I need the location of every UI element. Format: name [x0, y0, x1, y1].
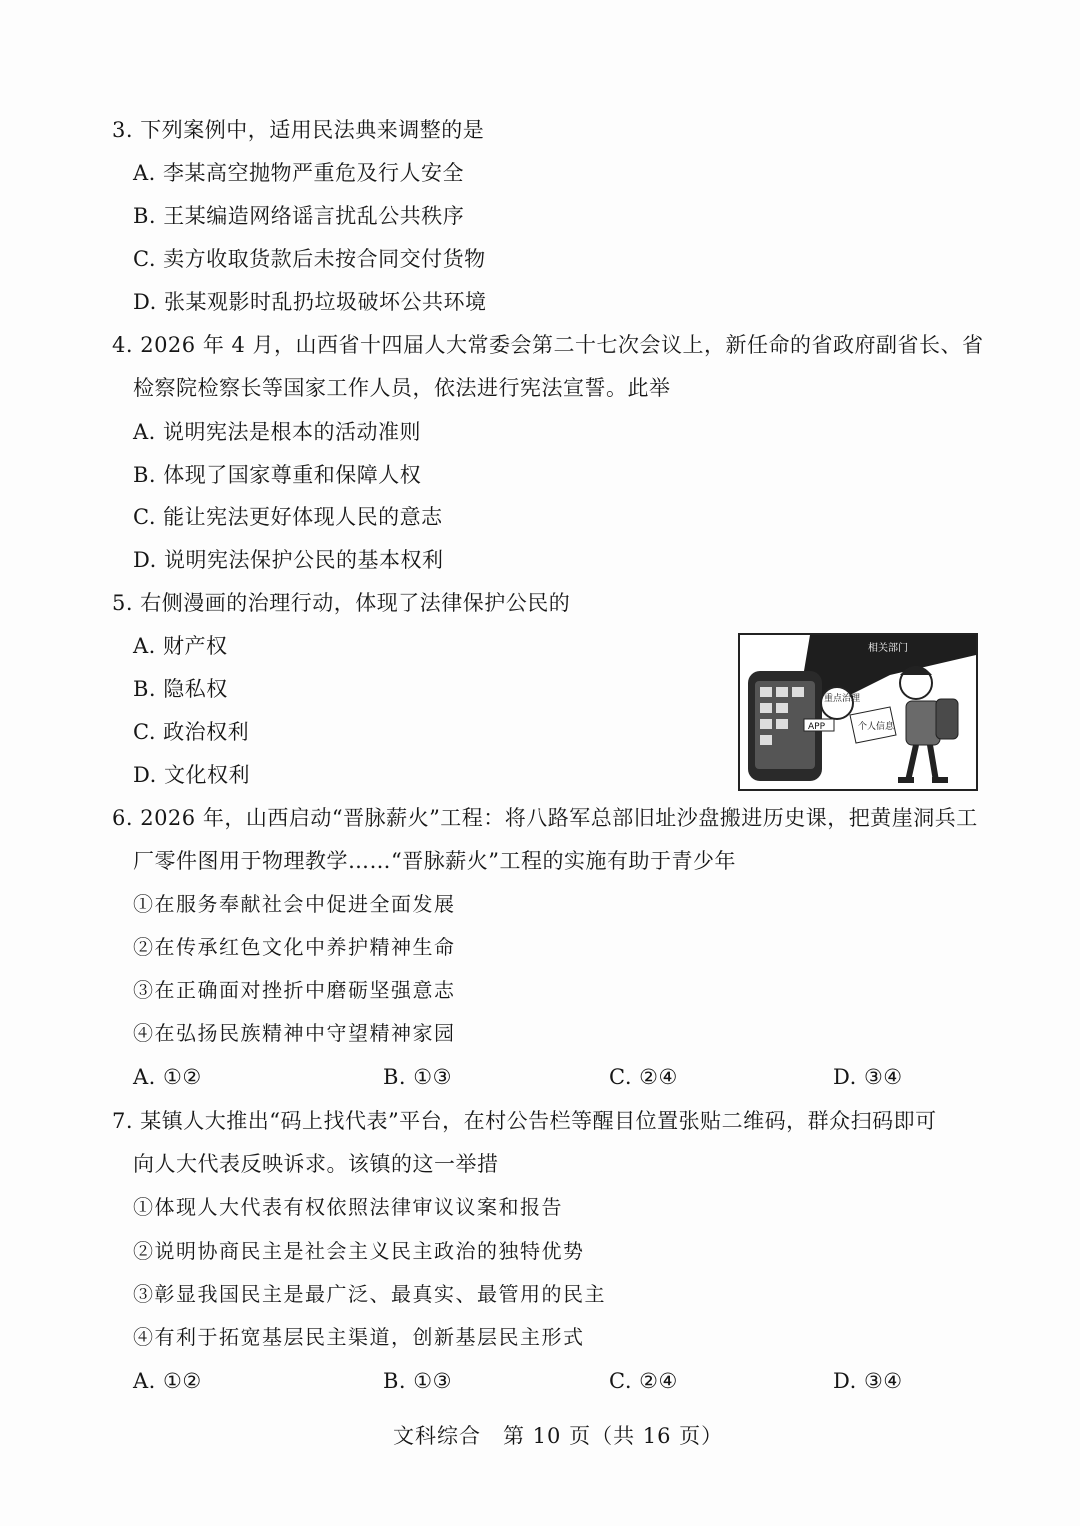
q5-option-a: A. 财产权 — [133, 634, 228, 658]
q3-option-c: C. 卖方收取货款后未按合同交付货物 — [133, 247, 486, 271]
q5-option-d: D. 文化权利 — [133, 763, 250, 787]
q7-stem-line1: 7. 某镇人大推出“码上找代表”平台，在村公告栏等醒目位置张贴二维码，群众扫码即可 — [112, 1109, 937, 1133]
q5-stem: 5. 右侧漫画的治理行动，体现了法律保护公民的 — [112, 591, 571, 615]
q4-option-c: C. 能让宪法更好体现人民的意志 — [133, 505, 443, 529]
q7-statement-1: ①体现人大代表有权依照法律审议议案和报告 — [133, 1195, 563, 1219]
q7-option-c: C. ②④ — [609, 1369, 678, 1393]
q7-statement-2: ②说明协商民主是社会主义民主政治的独特优势 — [133, 1239, 585, 1263]
q5-option-b: B. 隐私权 — [133, 677, 228, 701]
q7-option-b: B. ①③ — [383, 1369, 452, 1393]
page-footer: 文科综合 第 10 页（共 16 页） — [393, 1424, 724, 1448]
label-dept: 相关部门 — [868, 643, 908, 654]
q3-stem: 3. 下列案例中，适用民法典来调整的是 — [112, 118, 485, 142]
q6-statement-1: ①在服务奉献社会中促进全面发展 — [133, 892, 456, 916]
q6-statement-2: ②在传承红色文化中养护精神生命 — [133, 935, 456, 959]
cartoon-drawing — [740, 635, 976, 789]
q7-option-d: D. ③④ — [833, 1369, 903, 1393]
label-app: APP — [808, 722, 826, 732]
q7-stem-line2: 向人大代表反映诉求。该镇的这一举措 — [133, 1152, 499, 1176]
label-personal: 个人信息 — [858, 722, 895, 732]
q7-statement-4: ④有利于拓宽基层民主渠道，创新基层民主形式 — [133, 1325, 585, 1349]
q4-stem-line1: 4. 2026 年 4 月，山西省十四届人大常委会第二十七次会议上，新任命的省政府副省长、省 — [112, 333, 984, 357]
label-governance: 重点治理 — [824, 694, 861, 704]
q6-statement-4: ④在弘扬民族精神中守望精神家园 — [133, 1021, 456, 1045]
q4-stem-line2: 检察院检察长等国家工作人员，依法进行宪法宣誓。此举 — [133, 376, 671, 400]
q5-option-c: C. 政治权利 — [133, 720, 250, 744]
q6-option-b: B. ①③ — [383, 1065, 452, 1089]
q6-stem-line2: 厂零件图用于物理教学……“晋脉薪火”工程的实施有助于青少年 — [133, 849, 736, 873]
q4-option-b: B. 体现了国家尊重和保障人权 — [133, 463, 422, 487]
q3-option-b: B. 王某编造网络谣言扰乱公共秩序 — [133, 204, 465, 228]
q7-statement-3: ③彰显我国民主是最广泛、最真实、最管用的民主 — [133, 1282, 606, 1306]
q4-option-d: D. 说明宪法保护公民的基本权利 — [133, 548, 444, 572]
q7-option-a: A. ①② — [133, 1369, 202, 1393]
q4-option-a: A. 说明宪法是根本的活动准则 — [133, 420, 422, 444]
q6-statement-3: ③在正确面对挫折中磨砺坚强意志 — [133, 978, 456, 1002]
q3-option-a: A. 李某高空抛物严重危及行人安全 — [133, 161, 465, 185]
q6-stem-line1: 6. 2026 年，山西启动“晋脉薪火”工程：将八路军总部旧址沙盘搬进历史课，把黄崖洞兵工 — [112, 806, 978, 830]
q3-option-d: D. 张某观影时乱扔垃圾破坏公共环境 — [133, 290, 487, 314]
q6-option-a: A. ①② — [133, 1065, 202, 1089]
q6-option-d: D. ③④ — [833, 1065, 903, 1089]
person-figure — [898, 666, 958, 783]
q5-cartoon — [738, 633, 978, 791]
q6-option-c: C. ②④ — [609, 1065, 678, 1089]
